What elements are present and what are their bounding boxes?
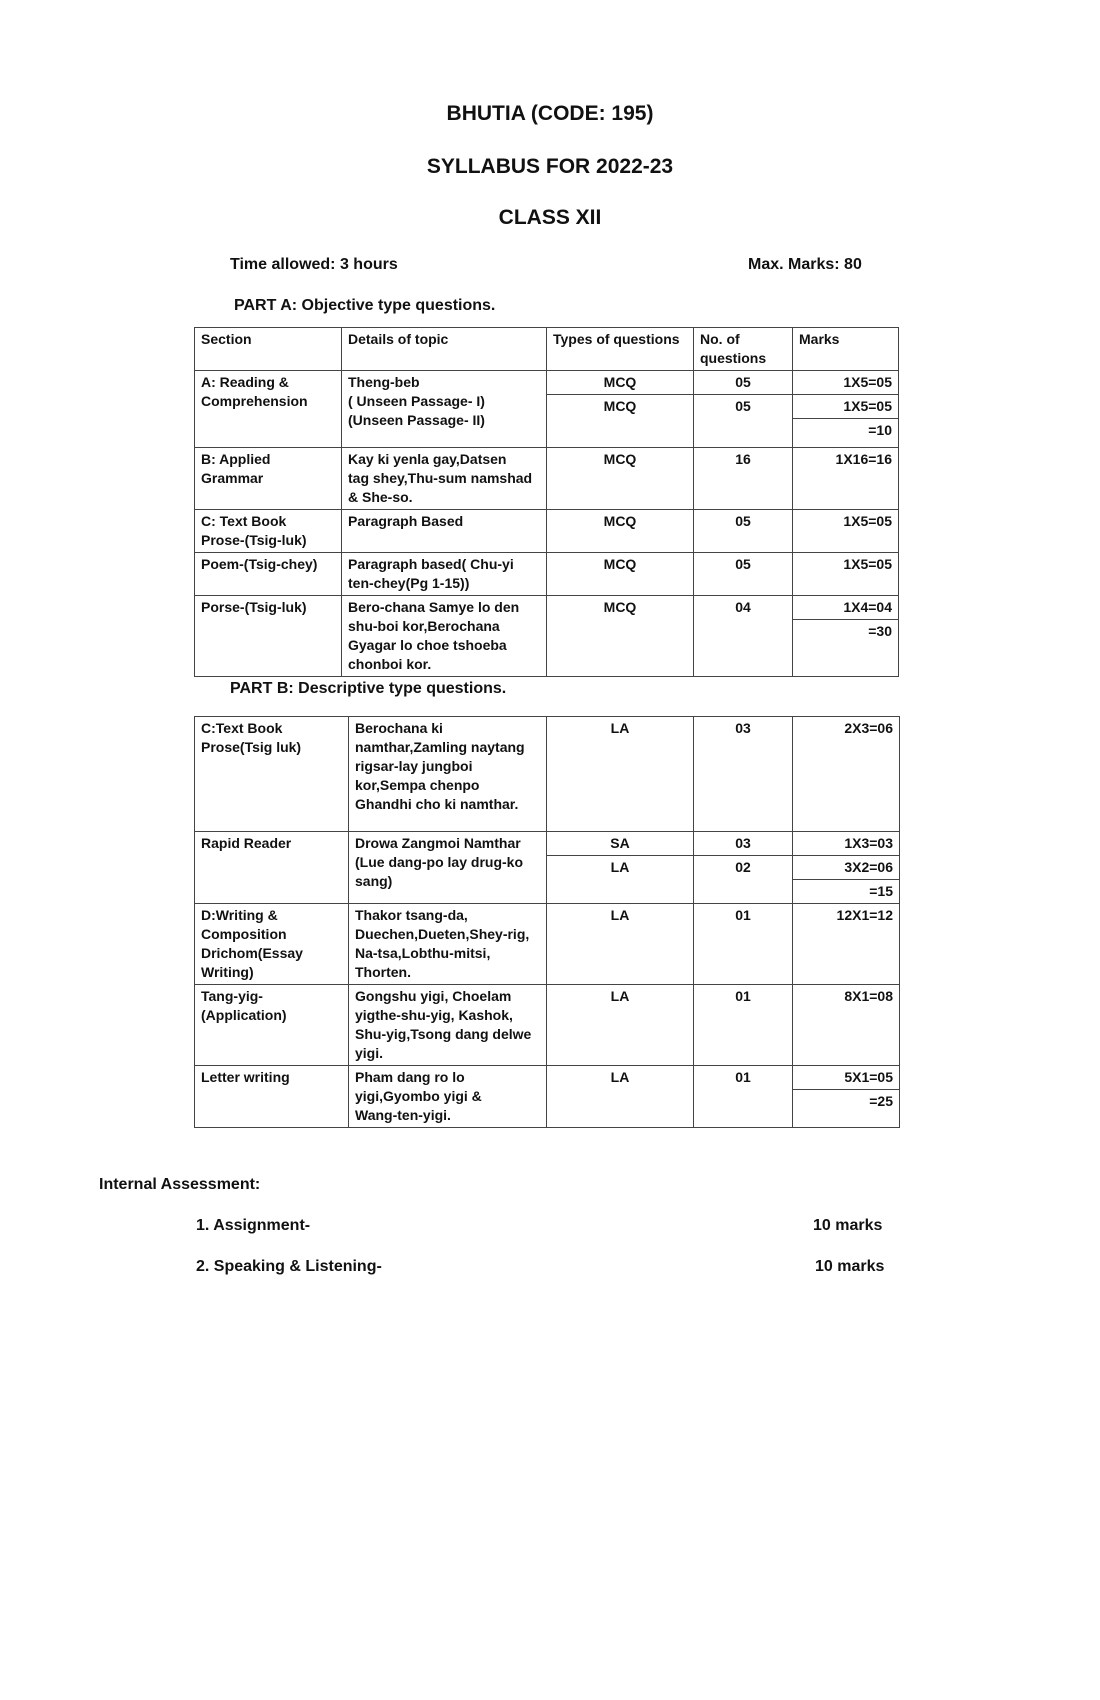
table-row [195,510,899,553]
marks-value: 1X5=05 [843,513,892,529]
marks-cell [793,985,900,1066]
marks-value: =10 [868,422,892,438]
marks-cell [793,510,899,553]
class-title: CLASS XII [498,206,602,229]
column-header-label: Details of topic [348,331,449,347]
type-cell [547,596,694,677]
question-type: LA [610,859,630,875]
section-cell [195,832,349,904]
max-marks: Max. Marks: 80 [748,256,862,273]
syllabus-title: SYLLABUS FOR 2022-23 [426,155,674,178]
column-header [793,328,899,371]
question-type: SA [547,832,693,856]
count-cell [694,510,793,553]
question-count: 03 [694,832,792,856]
column-header [195,328,342,371]
part-a-table [194,327,899,677]
question-count: 02 [735,859,751,875]
column-header-label: Marks [799,331,840,347]
question-count: 05 [735,513,751,529]
type-cell [547,985,694,1066]
details-cell [349,904,547,985]
marks-value: =25 [869,1093,893,1109]
section-cell [195,553,342,596]
question-count: 01 [735,907,751,923]
question-type: MCQ [547,371,693,395]
internal-assessment-heading: Internal Assessment: [99,1176,261,1193]
section-cell [195,985,349,1066]
table-row [195,717,900,832]
marks-value: 2X3=06 [844,720,893,736]
question-count: 03 [735,720,751,736]
marks-value: =15 [869,883,893,899]
marks-value: 1X5=05 [793,395,898,419]
question-type: MCQ [603,599,637,615]
count-cell [694,553,793,596]
table-row [195,832,900,904]
column-header [547,328,694,371]
details-text: Berochana ki namthar,Zamling naytang rigsar-lay jungboi kor,Sempa chenpo Ghandhi cho ki namthar. [355,720,525,812]
section-label: Porse-(Tsig-luk) [201,599,307,615]
table-row [195,596,899,677]
marks-cell [793,832,900,904]
assessment-item-marks: 10 marks [813,1217,883,1234]
column-header-label: No. of questions [700,331,767,366]
time-allowed: Time allowed: 3 hours [230,256,398,273]
count-cell [694,832,793,904]
question-count: 01 [735,988,751,1004]
marks-value: 1X4=04 [793,596,898,620]
question-count: 16 [735,451,751,467]
details-text: Gongshu yigi, Choelam yigthe-shu-yig, Kashok, Shu-yig,Tsong dang delwe yigi. [355,988,532,1061]
section-label: Letter writing [201,1069,290,1085]
section-cell [195,596,342,677]
type-cell [547,371,694,448]
count-cell [694,371,793,448]
question-type: LA [610,988,630,1004]
subject-title: BHUTIA (CODE: 195) [446,102,654,125]
details-text: Bero-chana Samye lo den shu-boi kor,Berochana Gyagar lo choe tshoeba chonboi kor. [348,599,520,672]
details-text: Paragraph based( Chu-yi ten-chey(Pg 1-15)) [348,556,514,591]
question-type: MCQ [603,398,637,414]
marks-cell [793,596,899,677]
type-cell [547,448,694,510]
section-cell [195,371,342,448]
type-cell [547,717,694,832]
table-header-row [195,328,899,371]
type-cell [547,904,694,985]
section-label: B: Applied Grammar [201,451,271,486]
details-text: Paragraph Based [348,513,464,529]
details-cell [349,717,547,832]
table-row [195,448,899,510]
details-cell [342,510,547,553]
table-row [195,553,899,596]
marks-value: 1X5=05 [843,556,892,572]
column-header [342,328,547,371]
details-text: Theng-beb ( Unseen Passage- I) (Unseen Passage- II) [348,374,485,428]
column-header-label: Section [201,331,252,347]
section-cell [195,717,349,832]
marks-cell [793,717,900,832]
details-cell [349,1066,547,1128]
type-cell [547,553,694,596]
assessment-item-marks: 10 marks [815,1258,885,1275]
part-b-heading: PART B: Descriptive type questions. [230,680,507,697]
assessment-item-label: 1. Assignment- [196,1217,311,1234]
section-cell [195,904,349,985]
type-cell [547,510,694,553]
section-cell [195,510,342,553]
details-text: Thakor tsang-da, Duechen,Dueten,Shey-rig, Na-tsa,Lobthu-mitsi, Thorten. [355,907,530,980]
marks-cell [793,553,899,596]
count-cell [694,985,793,1066]
section-cell [195,448,342,510]
marks-value: =30 [868,623,892,639]
question-type: LA [610,720,630,736]
question-type: MCQ [603,556,637,572]
details-cell [349,985,547,1066]
marks-cell [793,448,899,510]
table-row [195,1066,900,1128]
section-label: Poem-(Tsig-chey) [201,556,318,572]
question-count: 05 [735,398,751,414]
details-cell [342,371,547,448]
question-count: 05 [735,556,751,572]
part-b-table [194,716,900,1128]
marks-value: 3X2=06 [793,856,899,880]
marks-cell [793,1066,900,1128]
question-type: LA [610,1069,630,1085]
count-cell [694,904,793,985]
column-header [694,328,793,371]
question-type: MCQ [603,451,637,467]
assessment-item-label: 2. Speaking & Listening- [196,1258,382,1275]
section-label: Rapid Reader [201,835,292,851]
details-cell [342,553,547,596]
marks-cell [793,904,900,985]
section-cell [195,1066,349,1128]
count-cell [694,448,793,510]
question-type: MCQ [603,513,637,529]
details-text: Kay ki yenla gay,Datsen tag shey,Thu-sum namshad & She-so. [348,451,533,505]
marks-value: 12X1=12 [836,907,893,923]
marks-value: 1X3=03 [793,832,899,856]
marks-cell [793,371,899,448]
type-cell [547,832,694,904]
marks-value: 1X5=05 [793,371,898,395]
table-row [195,371,899,448]
table-row [195,904,900,985]
section-label: C:Text Book Prose(Tsig luk) [201,720,302,755]
count-cell [694,1066,793,1128]
details-text: Drowa Zangmoi Namthar (Lue dang-po lay drug-ko sang) [355,835,523,889]
details-cell [342,448,547,510]
question-count: 04 [735,599,751,615]
question-type: LA [610,907,630,923]
marks-value: 8X1=08 [844,988,893,1004]
details-cell [349,832,547,904]
marks-value: 5X1=05 [793,1066,899,1090]
part-a-heading: PART A: Objective type questions. [234,297,496,314]
details-cell [342,596,547,677]
type-cell [547,1066,694,1128]
question-count: 05 [694,371,792,395]
section-label: C: Text Book Prose-(Tsig-luk) [201,513,307,548]
column-header-label: Types of questions [553,331,680,347]
count-cell [694,717,793,832]
section-label: A: Reading & Comprehension [201,374,308,409]
table-row [195,985,900,1066]
section-label: Tang-yig- (Application) [201,988,287,1023]
details-text: Pham dang ro lo yigi,Gyombo yigi & Wang-ten-yigi. [355,1069,482,1123]
section-label: D:Writing & Composition Drichom(Essay Writing) [201,907,303,980]
question-count: 01 [735,1069,751,1085]
count-cell [694,596,793,677]
marks-value: 1X16=16 [835,451,892,467]
